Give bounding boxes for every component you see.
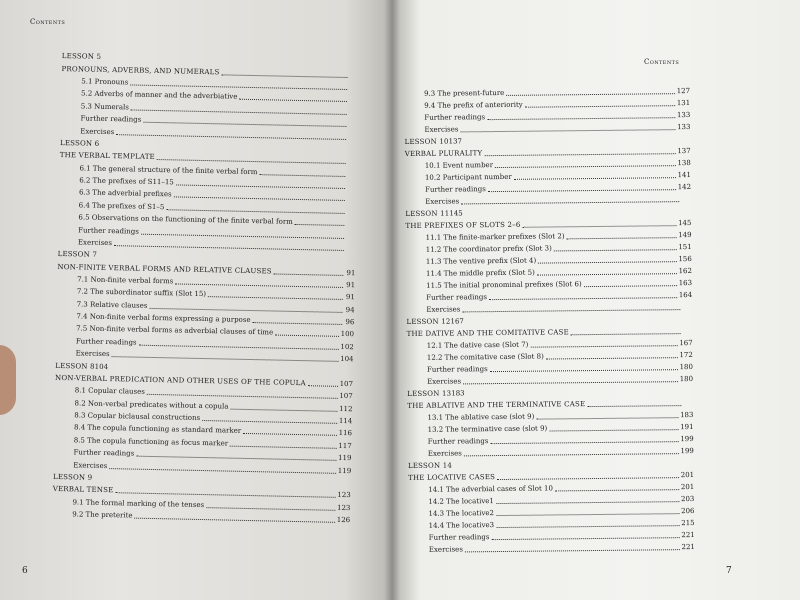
toc-entry-title: 14.2 The locative1 bbox=[428, 497, 494, 506]
toc-entry-title: 6.2 The prefixes of S11–15 bbox=[79, 176, 174, 187]
toc-entry-title: 6.5 Observations on the functioning of the finite verbal form bbox=[78, 213, 293, 227]
toc-entry-title: Exercises bbox=[427, 377, 462, 386]
right-page-number: 7 bbox=[726, 566, 732, 576]
toc-entry-page: 100 bbox=[340, 330, 355, 339]
toc-entry-page: 133 bbox=[677, 123, 691, 132]
toc-entry-title: Exercises bbox=[424, 125, 459, 134]
toc-entry-title: LESSON 14 bbox=[407, 461, 453, 470]
toc-entry-title: 11.2 The coordinator prefix (Slot 3) bbox=[425, 244, 552, 254]
toc-entry-title: 5.3 Numerals bbox=[80, 102, 129, 112]
toc-entry-title: 13.1 The ablative case (slot 9) bbox=[427, 412, 535, 422]
toc-entry-page: 107 bbox=[339, 392, 353, 401]
toc-entry-title: Further readings bbox=[427, 437, 489, 446]
toc-entry-title: Exercises bbox=[428, 545, 463, 554]
toc-entry-page: 215 bbox=[681, 518, 695, 528]
toc-entry-title: 7.1 Non-finite verbal forms bbox=[77, 275, 174, 286]
right-page bbox=[392, 0, 800, 600]
right-running-head: Contents bbox=[644, 58, 680, 66]
toc-entry-title: 8.4 The copula functioning as standard marker bbox=[73, 423, 242, 436]
toc-entry-title: 11.4 The middle prefix (Slot 5) bbox=[425, 268, 535, 278]
toc-entry-page: 141 bbox=[677, 171, 691, 180]
toc-entry-page: 172 bbox=[679, 350, 693, 360]
toc-entry-page: 96 bbox=[345, 318, 355, 327]
toc-entry-title: Exercises bbox=[77, 238, 113, 247]
toc-entry-page: 102 bbox=[340, 342, 354, 352]
book-gutter bbox=[384, 0, 400, 600]
toc-entry-title: NON-VERBAL PREDICATION AND OTHER USES OF THE COPULA bbox=[55, 373, 306, 388]
toc-entry-title: VERBAL PLURALITY bbox=[404, 149, 483, 158]
toc-entry-title: LESSON 5 bbox=[61, 52, 102, 62]
toc-entry-page: 183 bbox=[451, 389, 465, 398]
toc-entry-title: 8.3 Copular biclausal constructions bbox=[74, 411, 201, 423]
toc-entry-page: 203 bbox=[680, 494, 695, 504]
toc-entry-title: THE LOCATIVE CASES bbox=[408, 473, 496, 482]
toc-entry-title: Further readings bbox=[425, 185, 486, 194]
toc-entry-page: 199 bbox=[680, 446, 694, 456]
toc-entry-title: LESSON 12 bbox=[406, 317, 451, 326]
toc-entry-title: Exercises bbox=[426, 305, 461, 314]
toc-entry-title: Exercises bbox=[75, 349, 110, 359]
toc-entry-title: LESSON 7 bbox=[57, 250, 98, 260]
left-toc bbox=[52, 48, 360, 524]
toc-entry-page: 191 bbox=[680, 422, 694, 432]
toc-entry-title: 12.2 The comitative case (Slot 8) bbox=[426, 352, 544, 362]
toc-entry-page: 201 bbox=[680, 482, 695, 492]
toc-entry-page: 133 bbox=[676, 111, 691, 120]
toc-entry-title: 7.5 Non-finite verbal forms as adverbial clauses of time bbox=[76, 324, 274, 337]
toc-entry-title: 5.2 Adverbs of manner and the adverbiative bbox=[80, 89, 238, 102]
toc-entry-title: Further readings bbox=[426, 365, 488, 374]
toc-entry-page: 156 bbox=[678, 254, 692, 264]
toc-entry-page: 221 bbox=[681, 542, 695, 552]
toc-entry-title: 11.5 The initial pronominal prefixes (Slot 6) bbox=[426, 280, 582, 290]
toc-entry-title: 7.2 The subordinator suffix (Slot 15) bbox=[76, 287, 207, 299]
toc-entry-page: 94 bbox=[345, 305, 355, 314]
toc-entry-title: Exercises bbox=[80, 126, 115, 136]
toc-entry-title: LESSON 6 bbox=[59, 138, 100, 148]
toc-entry-page: 131 bbox=[676, 99, 691, 108]
toc-entry-title: Further readings bbox=[73, 448, 135, 458]
toc-entry-title: Further readings bbox=[80, 114, 142, 124]
toc-entry-title: THE DATIVE AND THE COMITATIVE CASE bbox=[406, 328, 569, 338]
toc-entry-title: 10.1 Event number bbox=[424, 161, 494, 170]
toc-entry-title: 8.2 Non-verbal predicates without a copula bbox=[74, 399, 229, 411]
toc-entry-page: 123 bbox=[336, 503, 351, 512]
toc-entry-title: 6.3 The adverbial prefixes bbox=[78, 188, 172, 199]
toc-entry-title: 5.1 Pronouns bbox=[81, 77, 129, 87]
toc-entry-title: 9.4 The prefix of anteriority bbox=[424, 100, 523, 110]
toc-entry bbox=[429, 539, 695, 554]
right-toc bbox=[404, 83, 695, 554]
toc-entry-title: Exercises bbox=[427, 449, 462, 458]
toc-entry-title: THE PREFIXES OF SLOTS 2–6 bbox=[405, 220, 521, 230]
toc-entry-title: Further readings bbox=[75, 337, 137, 347]
toc-entry-page: 91 bbox=[345, 293, 355, 302]
toc-entry-title: 9.1 The formal marking of the tenses bbox=[72, 497, 205, 509]
toc-entry-page: 206 bbox=[681, 506, 695, 516]
toc-entry-title: PRONOUNS, ADVERBS, AND NUMERALS bbox=[61, 64, 220, 77]
toc-entry-title: 9.3 The present-future bbox=[424, 88, 505, 98]
toc-entry-page: 151 bbox=[678, 242, 692, 252]
toc-entry-page: 142 bbox=[677, 182, 692, 192]
toc-entry-page: 138 bbox=[677, 159, 691, 168]
left-page bbox=[0, 0, 392, 600]
toc-entry-title: LESSON 9 bbox=[52, 472, 93, 482]
toc-entry-title: Further readings bbox=[78, 225, 139, 236]
toc-entry-title: 8.5 The copula functioning as focus marker bbox=[73, 436, 229, 448]
toc-entry-title: 6.4 The prefixes of S1–5 bbox=[78, 201, 165, 211]
toc-entry-page: 183 bbox=[680, 410, 694, 420]
toc-entry-title: 11.3 The ventive prefix (Slot 4) bbox=[425, 256, 537, 266]
toc-entry-title: 10.2 Participant number bbox=[424, 172, 512, 182]
toc-entry-title: LESSON 13 bbox=[407, 389, 452, 398]
toc-entry-page: 162 bbox=[678, 266, 692, 276]
toc-entry-page: 126 bbox=[336, 515, 351, 525]
toc-entry-title: 7.4 Non-finite verbal forms expressing a purpose bbox=[76, 312, 251, 325]
toc-entry-page: 145 bbox=[449, 209, 463, 218]
toc-entry-title: LESSON 10 bbox=[404, 137, 449, 146]
toc-entry-page: 137 bbox=[677, 147, 691, 156]
toc-entry-title: 14.4 The locative3 bbox=[428, 521, 495, 530]
toc-entry-title: 11.1 The finite-marker prefixes (Slot 2) bbox=[425, 232, 565, 242]
toc-entry-page: 119 bbox=[337, 466, 352, 475]
toc-entry-title: 13.2 The terminative case (slot 9) bbox=[427, 424, 548, 434]
toc-entry-title: Exercises bbox=[425, 197, 460, 206]
toc-entry-page: 180 bbox=[679, 374, 694, 384]
toc-entry-title: NON-FINITE VERBAL FORMS AND RELATIVE CLAUSES bbox=[57, 262, 272, 276]
toc-entry-page: 104 bbox=[340, 355, 354, 364]
toc-entry-page: 163 bbox=[678, 278, 693, 288]
toc-entry-title: LESSON 11 bbox=[405, 209, 450, 218]
toc-entry-page: 199 bbox=[680, 434, 694, 444]
toc-entry-title: THE VERBAL TEMPLATE bbox=[59, 151, 156, 162]
toc-entry-page: 107 bbox=[339, 379, 354, 389]
left-page-number: 6 bbox=[22, 566, 28, 576]
toc-entry-page: 114 bbox=[338, 416, 353, 426]
toc-entry-page: 127 bbox=[676, 87, 691, 96]
toc-entry-title: 14.3 The locative2 bbox=[428, 509, 495, 518]
toc-leader bbox=[135, 518, 335, 523]
toc-entry-page: 117 bbox=[338, 441, 352, 450]
toc-entry-page: 149 bbox=[678, 230, 692, 240]
toc-entry-title: Further readings bbox=[428, 533, 490, 542]
toc-entry-page: 201 bbox=[680, 470, 695, 480]
toc-entry-title: 8.1 Copular clauses bbox=[74, 386, 145, 397]
toc-entry-page: 137 bbox=[448, 137, 463, 146]
toc-entry-page: 91 bbox=[346, 268, 356, 277]
toc-entry-page: 104 bbox=[94, 362, 109, 371]
toc-entry-title: THE ABLATIVE AND THE TERMINATIVE CASE bbox=[407, 400, 586, 410]
toc-entry-title: Further readings bbox=[426, 293, 487, 302]
toc-entry-page: 167 bbox=[450, 317, 464, 326]
toc-entry-title: Exercises bbox=[73, 460, 108, 470]
thumb bbox=[0, 345, 16, 415]
toc-entry-title: VERBAL TENSE bbox=[52, 485, 114, 495]
toc-entry-title: Further readings bbox=[424, 113, 486, 122]
toc-entry-title: 6.1 The general structure of the finite verbal form bbox=[79, 164, 258, 176]
toc-entry-title: LESSON 8 bbox=[55, 361, 95, 371]
toc-entry-page: 112 bbox=[339, 404, 353, 413]
toc-entry-title: 9.2 The preterite bbox=[72, 510, 133, 520]
toc-entry-page: 119 bbox=[338, 454, 352, 463]
toc-entry-page: 221 bbox=[681, 530, 695, 540]
toc-entry-page: 164 bbox=[678, 290, 693, 300]
toc-entry-title: 7.3 Relative clauses bbox=[76, 300, 148, 310]
toc-entry-page: 180 bbox=[679, 362, 694, 372]
toc-entry-page: 167 bbox=[679, 338, 693, 348]
toc-entry-page: 116 bbox=[338, 429, 353, 438]
toc-leader bbox=[465, 549, 680, 552]
toc-entry-title: 14.1 The adverbial cases of Slot 10 bbox=[428, 484, 553, 494]
toc-entry-page: 145 bbox=[678, 218, 692, 228]
toc-entry-title: 12.1 The dative case (Slot 7) bbox=[426, 340, 529, 350]
toc-entry-page: 91 bbox=[346, 280, 356, 290]
toc-entry-page: 123 bbox=[337, 491, 351, 500]
left-running-head: Contents bbox=[30, 18, 66, 26]
